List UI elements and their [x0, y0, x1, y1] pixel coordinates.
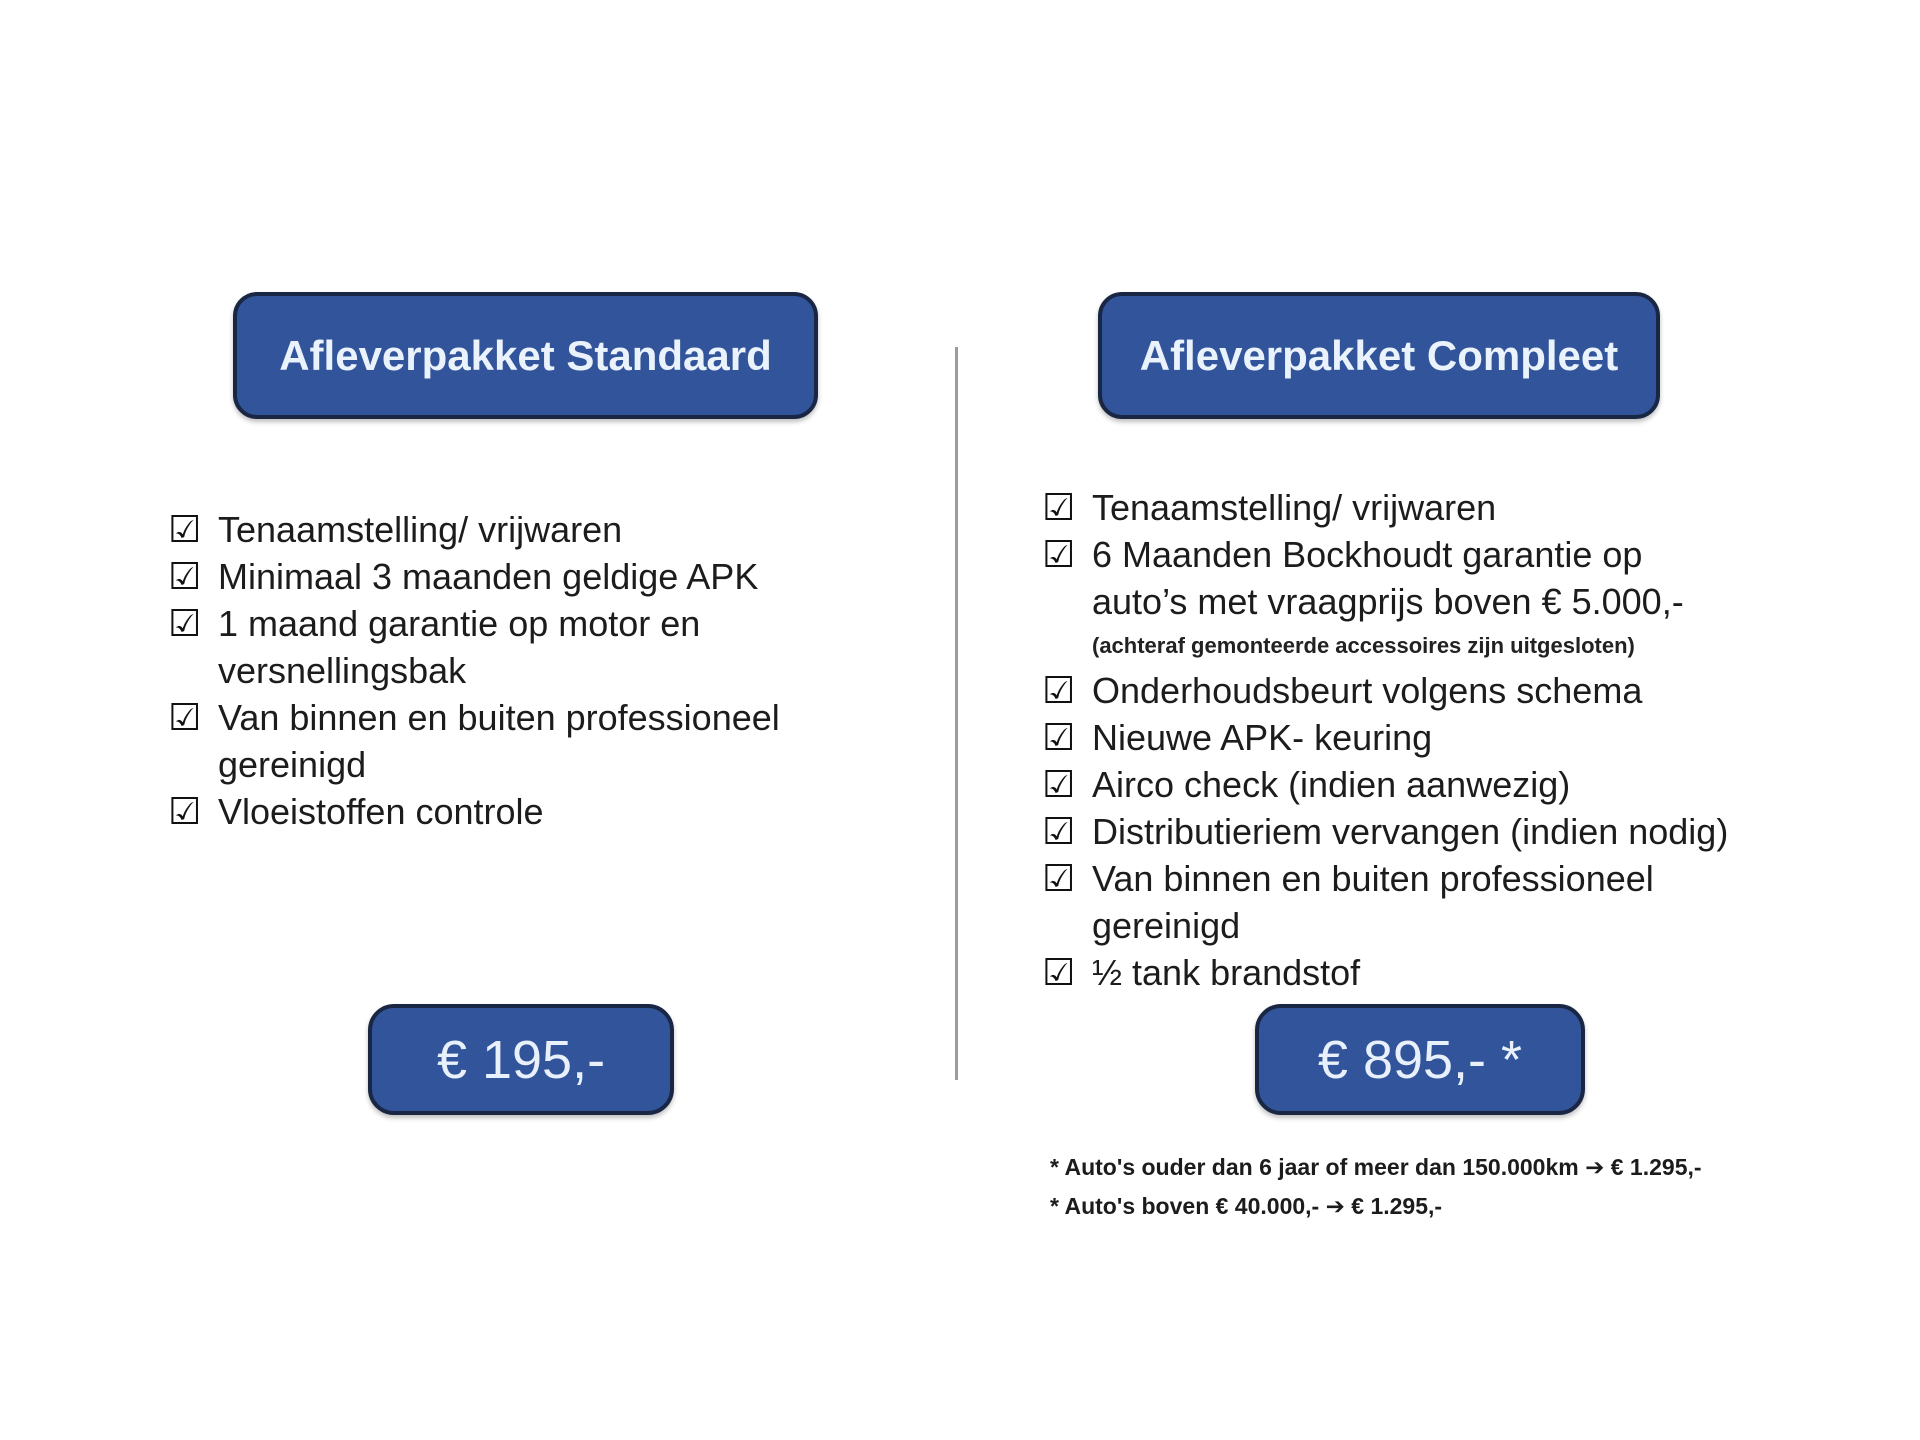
item-label: Minimaal 3 maanden geldige APK [218, 556, 759, 597]
checkbox-checked-icon: ☑ [168, 697, 202, 738]
price-footnotes [1050, 1148, 1730, 1226]
footnote-line: * Auto's boven € 40.000,- ➔ € 1.295,- [1050, 1193, 1443, 1219]
item-label: Tenaamstelling/ vrijwaren [218, 509, 623, 550]
checklist-standard [168, 506, 868, 835]
package-title-compleet: Afleverpakket Compleet [1139, 331, 1619, 379]
price-label-standard: € 195,- [436, 1029, 606, 1090]
item-label: Onderhoudsbeurt volgens schema [1092, 670, 1643, 711]
item-label: Distributieriem vervangen (indien nodig) [1092, 811, 1729, 852]
checkbox-checked-icon: ☑ [1042, 670, 1076, 711]
item-label: ½ tank brandstof [1092, 952, 1361, 993]
checkbox-checked-icon: ☑ [1042, 811, 1076, 852]
price-label-compleet: € 895,- * [1317, 1029, 1523, 1090]
checklist-item [168, 600, 868, 694]
footnote-line: * Auto's ouder dan 6 jaar of meer dan 150.000km ➔ € 1.295,- [1050, 1154, 1702, 1180]
item-label: Vloeistoffen controle [218, 791, 544, 832]
checklist-item [1042, 667, 1802, 714]
checkbox-checked-icon: ☑ [168, 556, 202, 597]
checklist-item [1042, 761, 1802, 808]
item-label: 1 maand garantie op motor en versnellingsbak [218, 603, 701, 691]
item-label: Van binnen en buiten professioneel gereinigd [218, 697, 780, 785]
item-label: Nieuwe APK- keuring [1092, 717, 1433, 758]
checklist-item [1042, 531, 1802, 667]
checkbox-checked-icon: ☑ [1042, 534, 1076, 575]
checklist-item [1042, 855, 1802, 949]
checkbox-checked-icon: ☑ [1042, 952, 1076, 993]
checklist-item [1042, 484, 1802, 531]
checklist-item [168, 788, 868, 835]
checklist-item [1042, 949, 1802, 996]
checkbox-checked-icon: ☑ [1042, 764, 1076, 805]
item-label: 6 Maanden Bockhoudt garantie op auto’s met vraagprijs boven € 5.000,- (achteraf gemonteerde accessoires zijn uitgesloten) [1092, 531, 1802, 667]
item-note: (achteraf gemonteerde accessoires zijn uitgesloten) [1092, 633, 1635, 658]
checkbox-checked-icon: ☑ [168, 791, 202, 832]
item-label: Airco check (indien aanwezig) [1092, 764, 1571, 805]
checklist-item [168, 553, 868, 600]
package-header-standard [233, 292, 818, 419]
checkbox-checked-icon: ☑ [168, 509, 202, 550]
checklist-item [1042, 714, 1802, 761]
checkbox-checked-icon: ☑ [1042, 858, 1076, 899]
price-badge-compleet [1255, 1004, 1585, 1115]
item-label: Tenaamstelling/ vrijwaren [1092, 487, 1497, 528]
package-title-standard: Afleverpakket Standaard [279, 331, 772, 379]
package-header-compleet [1098, 292, 1660, 419]
checklist-item [1042, 808, 1802, 855]
price-badge-standard [368, 1004, 674, 1115]
checkbox-checked-icon: ☑ [168, 603, 202, 644]
checkbox-checked-icon: ☑ [1042, 487, 1076, 528]
checklist-item [168, 506, 868, 553]
checklist-compleet [1042, 484, 1802, 996]
column-divider [955, 347, 958, 1080]
checklist-item [168, 694, 868, 788]
checkbox-checked-icon: ☑ [1042, 717, 1076, 758]
item-label: Van binnen en buiten professioneel gereinigd [1092, 858, 1654, 946]
